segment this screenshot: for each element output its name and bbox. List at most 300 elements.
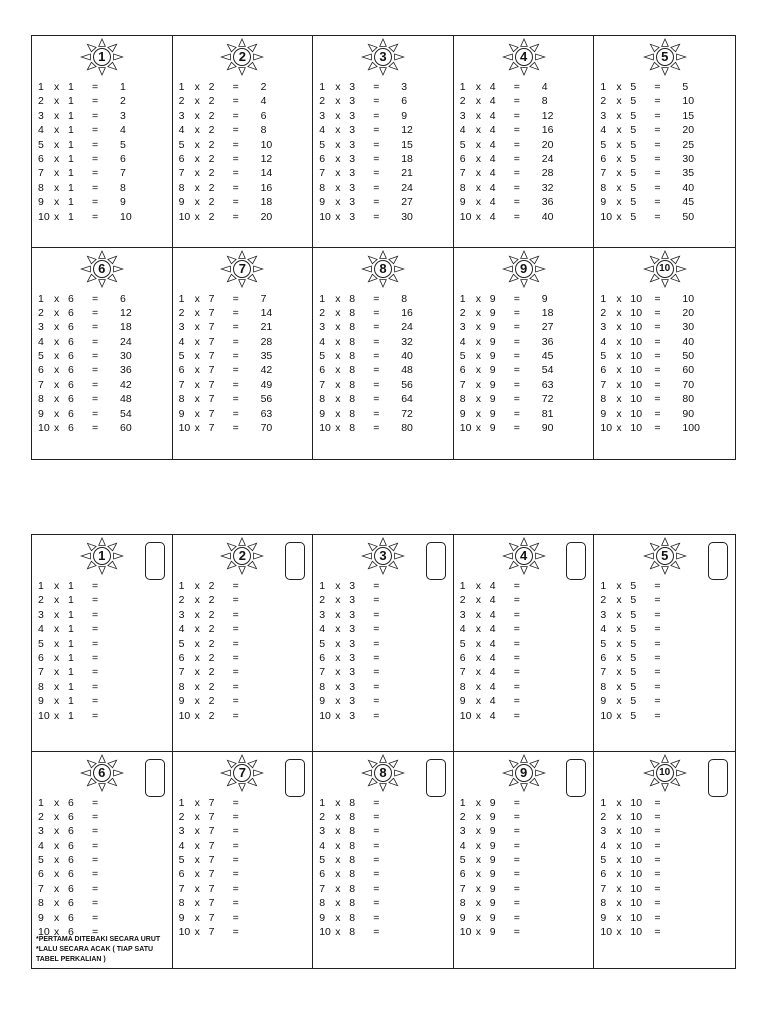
equals-sign: = (654, 109, 661, 122)
times-sign: x (194, 796, 200, 809)
multiplicand: 8 (349, 364, 356, 377)
times-sign: x (616, 306, 622, 319)
equation-row (319, 152, 447, 166)
multiplier: 2 (459, 594, 466, 607)
multiplicand: 7 (208, 825, 215, 838)
multiplier: 4 (600, 839, 607, 852)
multiplier: 7 (319, 882, 326, 895)
table-number: 8 (379, 764, 387, 780)
multiplier: 4 (459, 124, 466, 137)
times-sign: x (54, 825, 60, 838)
product: 15 (682, 109, 695, 122)
multiplicand: 1 (68, 196, 74, 209)
times-sign: x (335, 350, 341, 363)
multiplier: 9 (38, 196, 44, 209)
times-sign: x (194, 666, 200, 679)
multiplicand: 6 (68, 810, 74, 823)
times-sign: x (616, 124, 622, 137)
equals-sign: = (513, 651, 520, 664)
product: 20 (541, 138, 554, 151)
multiplicand: 5 (630, 680, 637, 693)
multiplier: 5 (38, 854, 44, 867)
equation-row (600, 622, 728, 636)
multiplicand: 9 (489, 378, 496, 391)
multiplicand: 2 (208, 95, 215, 108)
multiplicand: 10 (630, 422, 643, 435)
times-sign: x (616, 666, 622, 679)
equation-row (179, 709, 307, 723)
equals-sign: = (92, 651, 99, 664)
answer-box[interactable] (708, 759, 728, 797)
equation-row (319, 138, 447, 152)
multiplier: 2 (600, 306, 607, 319)
multiplier: 8 (319, 393, 326, 406)
table-number: 8 (379, 260, 387, 276)
product: 32 (541, 181, 554, 194)
equals-sign: = (513, 594, 520, 607)
equation-row (600, 392, 728, 406)
equals-sign: = (92, 796, 99, 809)
multiplier: 10 (459, 210, 472, 223)
multiplier: 1 (319, 81, 326, 93)
multiplier: 9 (178, 695, 185, 708)
equals-sign: = (92, 181, 99, 194)
multiplicand: 1 (68, 138, 74, 151)
product: 6 (120, 152, 126, 165)
equation-row (38, 709, 166, 723)
multiplier: 5 (319, 854, 326, 867)
multiplicand: 2 (208, 608, 215, 621)
multiplier: 3 (38, 321, 44, 334)
times-sign: x (194, 680, 200, 693)
multiplier: 9 (319, 407, 326, 420)
equation-row (179, 680, 307, 694)
equals-sign: = (513, 350, 520, 363)
product: 54 (120, 407, 132, 420)
equation-row (179, 306, 307, 320)
equation-row (319, 392, 447, 406)
equals-sign: = (654, 680, 661, 693)
multiplier: 8 (38, 181, 44, 194)
table-number: 4 (519, 548, 528, 563)
answer-box[interactable] (708, 542, 728, 580)
times-sign: x (616, 825, 622, 838)
equation-row (460, 622, 588, 636)
times-sign: x (335, 882, 341, 895)
times-sign: x (54, 911, 60, 924)
multiplier: 6 (600, 651, 607, 664)
equation-row (319, 810, 447, 824)
multiplicand: 8 (349, 882, 356, 895)
multiplier: 8 (38, 897, 44, 910)
equation-row (38, 579, 166, 593)
equals-sign: = (232, 378, 239, 391)
equation-row (179, 896, 307, 910)
answer-box[interactable] (566, 542, 586, 580)
times-sign: x (475, 167, 482, 180)
answer-box[interactable] (285, 542, 305, 580)
equation-row (179, 407, 307, 421)
product: 21 (260, 321, 273, 334)
equals-sign: = (232, 167, 239, 180)
table-number: 10 (659, 766, 671, 778)
multiplicand: 6 (68, 422, 74, 435)
equals-sign: = (232, 181, 239, 194)
multiplier: 10 (38, 210, 50, 223)
equation-row (460, 680, 588, 694)
multiplicand: 3 (349, 81, 356, 93)
equation-row (319, 306, 447, 320)
equals-sign: = (654, 167, 661, 180)
multiplicand: 8 (349, 378, 356, 391)
equals-sign: = (92, 124, 99, 137)
equation-row (38, 152, 166, 166)
equals-sign: = (92, 680, 99, 693)
multiplier: 7 (38, 167, 44, 180)
equals-sign: = (654, 81, 661, 93)
times-sign: x (194, 95, 200, 108)
multiplicand: 9 (489, 825, 496, 838)
equation-row (319, 80, 447, 94)
times-sign: x (616, 810, 622, 823)
times-sign: x (335, 651, 341, 664)
table-number: 2 (238, 548, 246, 563)
equation-row (179, 622, 307, 636)
table-number: 7 (238, 260, 246, 276)
times-sign: x (54, 680, 60, 693)
multiplicand: 7 (208, 393, 215, 406)
times-sign: x (194, 152, 200, 165)
multiplier: 6 (319, 868, 326, 881)
table-number: 5 (661, 548, 669, 563)
product: 16 (401, 306, 413, 319)
times-sign: x (616, 882, 622, 895)
multiplicand: 1 (68, 181, 74, 194)
equals-sign: = (92, 196, 99, 209)
answer-key-grid (32, 36, 735, 459)
multiplier: 7 (178, 882, 185, 895)
multiplier: 6 (459, 868, 466, 881)
equals-sign: = (232, 897, 239, 910)
multiplicand: 8 (349, 825, 356, 838)
equation-row (600, 195, 728, 209)
multiplicand: 4 (489, 608, 496, 621)
times-sign: x (335, 680, 341, 693)
equation-row (179, 796, 307, 810)
table-5-cell (594, 36, 735, 248)
times-sign: x (475, 882, 482, 895)
multiplier: 2 (38, 306, 44, 319)
multiplicand: 6 (68, 868, 74, 881)
sun-badge (642, 754, 688, 792)
times-sign: x (194, 868, 200, 881)
multiplicand: 2 (208, 196, 215, 209)
times-sign: x (335, 623, 341, 636)
times-sign: x (475, 422, 482, 435)
equals-sign: = (373, 109, 380, 122)
product: 21 (401, 167, 413, 180)
equation-row (319, 593, 447, 607)
equals-sign: = (92, 81, 99, 93)
multiplicand: 3 (349, 608, 356, 621)
equation-row (319, 292, 447, 306)
equals-sign: = (373, 138, 380, 151)
equation-row (460, 109, 588, 123)
multiplicand: 7 (208, 306, 215, 319)
multiplier: 9 (178, 911, 185, 924)
equals-sign: = (232, 608, 239, 621)
multiplier: 3 (319, 608, 326, 621)
times-sign: x (54, 796, 60, 809)
multiplicand: 7 (208, 810, 215, 823)
multiplier: 6 (600, 868, 607, 881)
times-sign: x (194, 422, 200, 435)
multiplier: 4 (600, 623, 607, 636)
equation-row (319, 166, 447, 180)
multiplier: 4 (178, 124, 185, 137)
equation-row (38, 896, 166, 910)
product: 36 (541, 196, 554, 209)
times-sign: x (335, 695, 341, 708)
equals-sign: = (513, 666, 520, 679)
answer-box[interactable] (145, 542, 165, 580)
equals-sign: = (232, 839, 239, 852)
multiplicand: 10 (630, 393, 643, 406)
equals-sign: = (513, 868, 520, 881)
equals-sign: = (232, 680, 239, 693)
multiplicand: 1 (68, 637, 74, 650)
answer-box[interactable] (145, 759, 165, 797)
equation-row (38, 363, 166, 377)
product: 9 (120, 196, 126, 209)
multiplier: 10 (319, 926, 331, 939)
times-sign: x (335, 854, 341, 867)
times-sign: x (54, 181, 60, 194)
equals-sign: = (654, 926, 661, 939)
multiplicand: 7 (208, 839, 215, 852)
multiplicand: 3 (349, 580, 356, 592)
equation-row (38, 637, 166, 651)
product: 30 (120, 350, 132, 363)
product: 27 (541, 321, 554, 334)
multiplicand: 9 (489, 306, 496, 319)
multiplicand: 4 (489, 651, 496, 664)
equation-row (179, 320, 307, 334)
multiplier: 10 (178, 926, 191, 939)
sun-badge (501, 754, 547, 792)
multiplicand: 2 (208, 695, 215, 708)
multiplicand: 3 (349, 695, 356, 708)
equation-row (38, 796, 166, 810)
multiplier: 2 (178, 810, 185, 823)
times-sign: x (616, 868, 622, 881)
multiplicand: 7 (208, 926, 215, 939)
multiplier: 5 (178, 138, 185, 151)
equals-sign: = (373, 81, 380, 93)
equals-sign: = (654, 350, 661, 363)
equation-row (319, 210, 447, 224)
multiplier: 8 (38, 393, 44, 406)
sun-badge (501, 38, 547, 76)
equation-row (38, 378, 166, 392)
equals-sign: = (373, 364, 380, 377)
equation-row (460, 210, 588, 224)
equals-sign: = (373, 321, 380, 334)
equals-sign: = (92, 911, 99, 924)
times-sign: x (475, 292, 482, 305)
equation-row (460, 694, 588, 708)
table-2-cell (173, 36, 314, 248)
times-sign: x (54, 95, 60, 108)
equation-row (38, 810, 166, 824)
multiplier: 1 (319, 580, 326, 592)
multiplier: 5 (38, 138, 44, 151)
product: 2 (260, 81, 267, 93)
practice-sheet (31, 534, 736, 969)
multiplicand: 8 (349, 422, 356, 435)
table-number: 4 (519, 49, 528, 64)
table-number: 6 (98, 260, 106, 276)
times-sign: x (616, 364, 622, 377)
multiplier: 8 (600, 393, 607, 406)
equation-row (460, 853, 588, 867)
table-10-cell (594, 752, 735, 969)
equals-sign: = (654, 651, 661, 664)
multiplicand: 8 (349, 810, 356, 823)
multiplier: 10 (319, 210, 331, 223)
times-sign: x (54, 897, 60, 910)
product: 50 (682, 210, 695, 223)
multiplicand: 7 (208, 422, 215, 435)
multiplicand: 7 (208, 407, 215, 420)
equation-row (319, 680, 447, 694)
times-sign: x (194, 911, 200, 924)
times-sign: x (475, 680, 482, 693)
multiplier: 2 (459, 306, 466, 319)
multiplicand: 5 (630, 210, 637, 223)
multiplicand: 5 (630, 167, 637, 180)
answer-box[interactable] (426, 759, 446, 797)
times-sign: x (335, 109, 341, 122)
multiplicand: 5 (630, 594, 637, 607)
equation-list (179, 80, 307, 224)
times-sign: x (194, 897, 200, 910)
multiplicand: 3 (349, 623, 356, 636)
multiplier: 5 (319, 138, 326, 151)
equation-row (38, 109, 166, 123)
multiplicand: 8 (349, 350, 356, 363)
times-sign: x (335, 393, 341, 406)
multiplier: 9 (178, 407, 185, 420)
sun-badge (642, 250, 688, 288)
answer-box[interactable] (566, 759, 586, 797)
multiplicand: 7 (208, 897, 215, 910)
answer-box[interactable] (285, 759, 305, 797)
multiplier: 4 (600, 124, 607, 137)
multiplicand: 9 (489, 292, 496, 305)
multiplicand: 9 (489, 839, 496, 852)
equation-row (179, 882, 307, 896)
multiplicand: 4 (489, 666, 496, 679)
product: 8 (260, 124, 267, 137)
table-8-cell (313, 248, 454, 460)
multiplicand: 6 (68, 926, 74, 939)
equation-row (460, 80, 588, 94)
equals-sign: = (513, 335, 520, 348)
equals-sign: = (654, 393, 661, 406)
equation-list (38, 80, 166, 224)
equation-row (319, 694, 447, 708)
multiplier: 7 (178, 167, 185, 180)
equals-sign: = (513, 321, 520, 334)
product: 5 (682, 81, 689, 93)
multiplicand: 7 (208, 364, 215, 377)
times-sign: x (54, 210, 60, 223)
equation-row (460, 637, 588, 651)
times-sign: x (194, 810, 200, 823)
sun-badge (360, 754, 406, 792)
times-sign: x (194, 651, 200, 664)
multiplicand: 1 (68, 580, 74, 592)
equals-sign: = (654, 422, 661, 435)
equation-row (460, 867, 588, 881)
times-sign: x (475, 608, 482, 621)
equation-row (38, 94, 166, 108)
times-sign: x (54, 580, 60, 592)
equals-sign: = (654, 608, 661, 621)
equation-row (319, 637, 447, 651)
multiplier: 10 (459, 422, 472, 435)
times-sign: x (616, 393, 622, 406)
times-sign: x (475, 306, 482, 319)
equals-sign: = (373, 796, 380, 809)
equals-sign: = (232, 306, 239, 319)
multiplicand: 9 (489, 350, 496, 363)
multiplicand: 6 (68, 796, 74, 809)
multiplier: 7 (38, 378, 44, 391)
equation-row (38, 651, 166, 665)
multiplicand: 1 (68, 152, 74, 165)
equation-row (460, 123, 588, 137)
multiplicand: 9 (489, 911, 496, 924)
multiplier: 1 (38, 292, 44, 305)
multiplier: 1 (38, 796, 44, 809)
equals-sign: = (232, 695, 239, 708)
product: 72 (541, 393, 554, 406)
multiplicand: 5 (630, 709, 637, 722)
times-sign: x (335, 181, 341, 194)
answer-box[interactable] (426, 542, 446, 580)
multiplier: 4 (38, 839, 44, 852)
equation-row (38, 166, 166, 180)
equation-list (319, 292, 447, 436)
times-sign: x (335, 580, 341, 592)
multiplier: 4 (178, 623, 185, 636)
multiplier: 9 (459, 407, 466, 420)
equals-sign: = (232, 81, 239, 93)
times-sign: x (54, 393, 60, 406)
times-sign: x (335, 152, 341, 165)
multiplicand: 4 (489, 81, 496, 93)
multiplier: 8 (600, 680, 607, 693)
product: 12 (120, 306, 132, 319)
equation-row (179, 579, 307, 593)
times-sign: x (54, 124, 60, 137)
equals-sign: = (654, 897, 661, 910)
equals-sign: = (232, 407, 239, 420)
times-sign: x (194, 321, 200, 334)
multiplier: 1 (600, 81, 607, 93)
